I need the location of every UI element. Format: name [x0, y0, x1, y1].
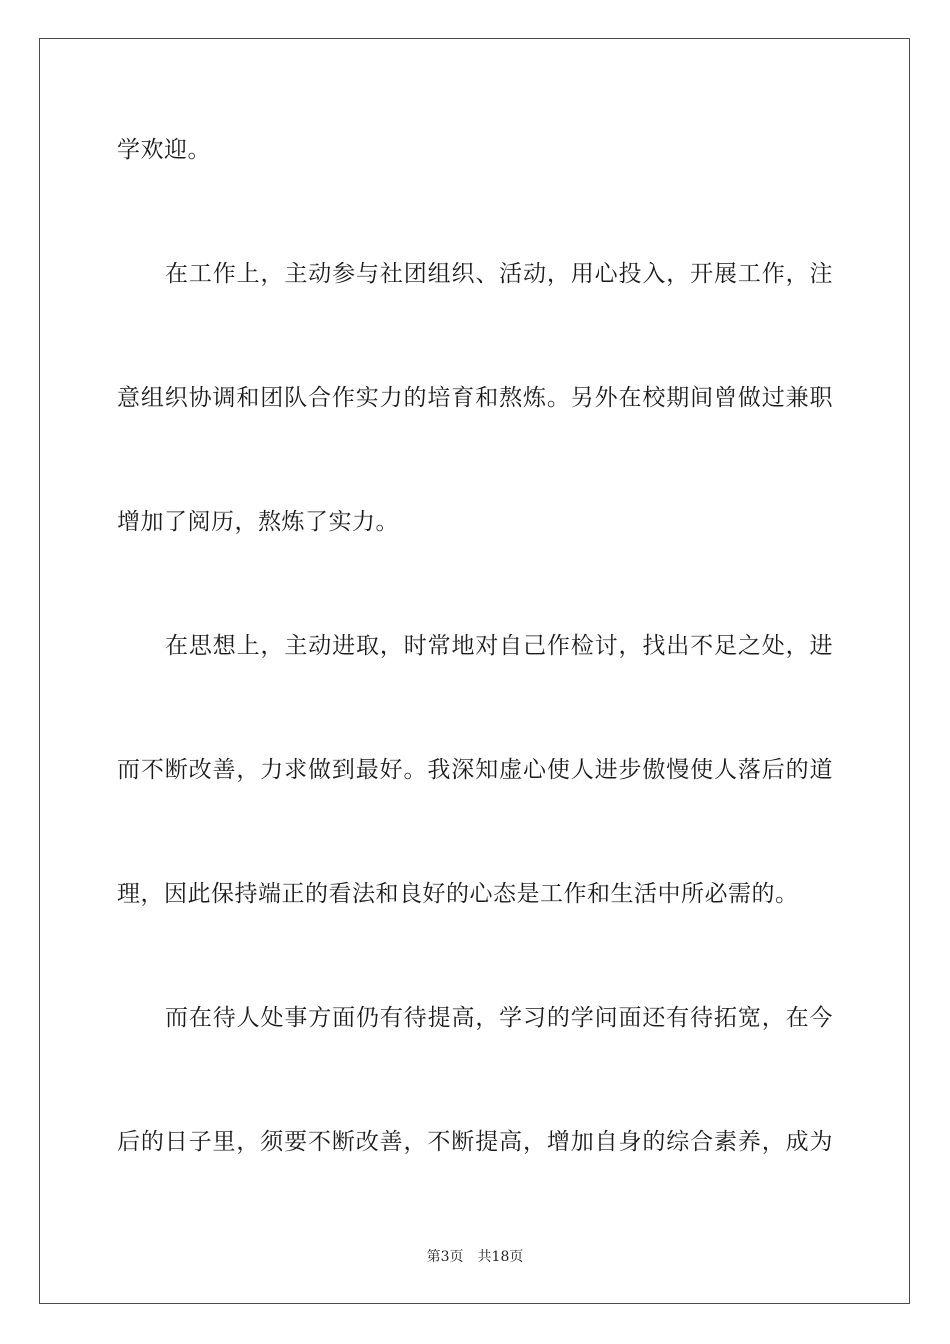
text-line: 在思想上，主动进取，时常地对自己作检讨，找出不足之处，进 [165, 633, 833, 659]
page-total: 共18页 [477, 1249, 524, 1265]
text-line: 而不断改善，力求做到最好。我深知虚心使人进步傲慢使人落后的道 [117, 757, 833, 783]
page-number: 第3页 [426, 1249, 464, 1265]
page-frame [39, 38, 910, 1304]
text-line: 后的日子里，须要不断改善，不断提高，增加自身的综合素养，成为 [117, 1129, 833, 1155]
text-line: 在工作上，主动参与社团组织、活动，用心投入，开展工作，注 [165, 261, 833, 287]
text-line: 学欢迎。 [117, 137, 211, 163]
page-footer [0, 1248, 950, 1266]
text-line: 意组织协调和团队合作实力的培育和熬炼。另外在校期间曾做过兼职 [117, 385, 833, 411]
text-line: 而在待人处事方面仍有待提高，学习的学问面还有待拓宽，在今 [165, 1005, 833, 1031]
text-line: 增加了阅历，熬炼了实力。 [117, 509, 399, 535]
text-line: 理，因此保持端正的看法和良好的心态是工作和生活中所必需的。 [117, 881, 799, 907]
